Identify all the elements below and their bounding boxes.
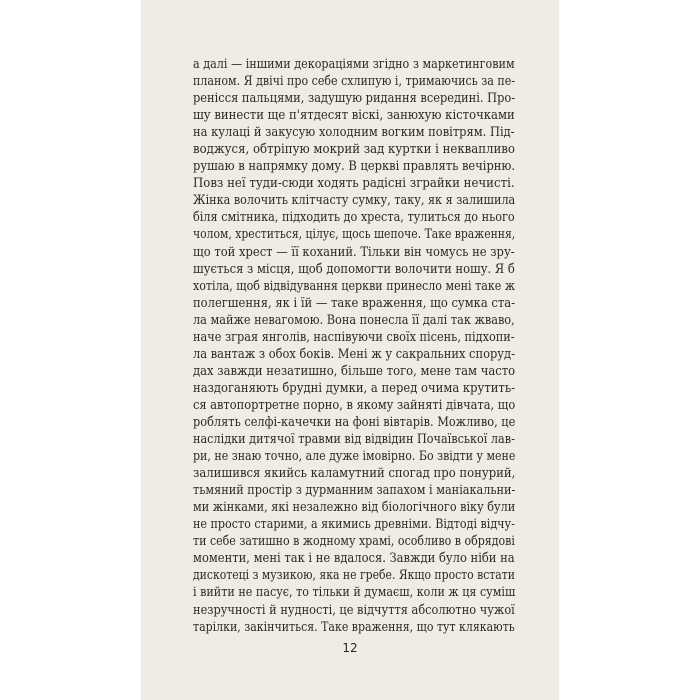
text-line: моменти, мені так і не вдалося. Завжди було ніби на	[193, 551, 515, 567]
text-line: ла вантаж з обох боків. Мені ж у сакральних споруд-	[193, 346, 515, 362]
text-line: чолом, хреститься, цілує, щось шепоче. Таке враження,	[193, 227, 516, 243]
text-line: тьмяний простір з дурманним запахом і маніакальни-	[193, 483, 516, 499]
book-page	[141, 0, 559, 700]
page-number: 12	[342, 641, 358, 655]
text-line: шу винести ще п'ятдесят віскі, занюхую кісточками	[193, 108, 515, 124]
text-line: залишився якийсь каламутний спогад про понурий,	[193, 466, 516, 482]
text-line: полегшення, як і їй — таке враження, що сумка ста-	[193, 295, 516, 311]
text-line: ла майже невагомою. Вона понесла її далі так жваво,	[193, 312, 515, 328]
body-text	[193, 56, 515, 636]
text-line: дах завжди незатишно, більше того, мене там часто	[193, 363, 516, 379]
text-line: дискотеці з музикою, яка не гребе. Якщо просто встати	[193, 568, 515, 584]
text-line: воджуся, обтріпую мокрий зад куртки і неквапливо	[193, 142, 515, 158]
text-line: тарілки, закінчиться. Таке враження, що тут клякають	[193, 619, 515, 635]
text-line: біля смітника, підходить до хреста, тулиться до нього	[193, 210, 515, 226]
text-line: незручності й нудності, це відчуття абсолютно чужої	[193, 602, 515, 618]
text-line: ренісся пальцями, задушую ридання всередині. Про-	[193, 91, 516, 107]
text-line: і вийти не пасує, то тільки й думаєш, коли ж ця суміш	[193, 585, 516, 601]
text-line: наче зграя янголів, наспівуючи своїх пісень, підхопи-	[193, 329, 515, 345]
text-line: роблять селфі-качечки на фоні вівтарів. Можливо, це	[193, 414, 516, 430]
text-line: ми жінками, які незалежно від біологічного віку були	[193, 500, 516, 516]
text-line: планом. Я двічі про себе схлипую і, тримаючись за пе-	[193, 74, 516, 90]
text-line: шується з місця, щоб допомогти волочити ношу. Я б	[193, 261, 515, 277]
text-line: наслідки дитячої травми від відвідин Почаївської лав-	[193, 432, 515, 448]
text-line: ся автопортретне порно, в якому зайняті дівчата, що	[193, 397, 516, 413]
text-line: що той хрест — її коханий. Тільки він чомусь не зру-	[193, 244, 515, 260]
text-line: ти себе затишно в жодному храмі, особливо в обрядові	[193, 534, 515, 550]
text-line: на кулаці й закусую холодним вогким повітрям. Під-	[193, 125, 515, 141]
text-line: Жінка волочить клітчасту сумку, таку, як я залишила	[193, 193, 516, 209]
text-line: хотіла, щоб відвідування церкви принесло мені таке ж	[193, 278, 516, 294]
text-line: а далі — іншими декораціями згідно з маркетинговим	[193, 57, 515, 72]
text-line: ри, не знаю точно, але дуже імовірно. Бо звідти у мене	[193, 449, 516, 465]
text-line: рушаю в напрямку дому. В церкві правлять вечірню.	[193, 159, 516, 175]
text-line: не просто старими, а якимись древніми. Відтоді відчу-	[193, 517, 515, 533]
text-line: Повз неї туди-сюди ходять радісні зграйки нечисті.	[193, 176, 515, 192]
text-line: наздоганяють брудні думки, а перед очима крутить-	[193, 380, 516, 396]
